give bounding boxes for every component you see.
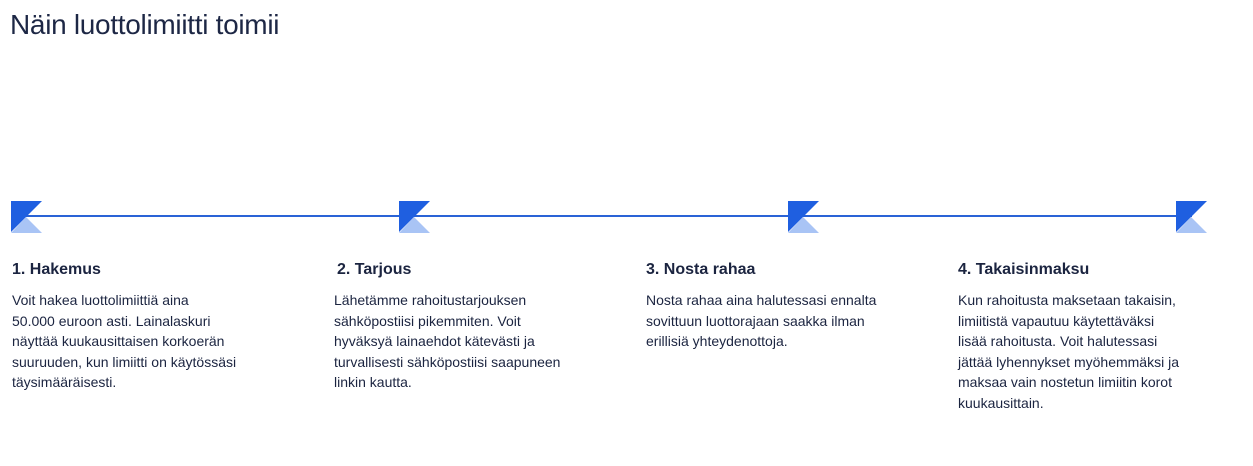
- page-title: Näin luottolimiitti toimii: [10, 9, 280, 40]
- step-marker-1-icon: [11, 201, 42, 233]
- step-4-title: 4. Takaisinmaksu: [958, 261, 1090, 278]
- step-marker-3-icon: [788, 201, 819, 233]
- timeline-line: [26, 215, 1192, 217]
- step-2-description: Lähetämme rahoitustarjouksen sähköpostiisi pikemmiten. Voit hyväksyä lainaehdot kätevästi ja turvallisesti sähköpostiisi saapuneen linkin kautta.: [334, 292, 561, 391]
- step-1-description: Voit hakea luottolimiittiä aina 50.000 euroon asti. Lainalaskuri näyttää kuukausittaisen korkoerän suuruuden, kun limiitti on käytössäsi täysimääräisesti.: [12, 292, 237, 391]
- step-4-description: Kun rahoitusta maksetaan takaisin, limiitistä vapautuu käytettäväksi lisää rahoitusta. Voit halutessasi jättää lyhennykset myöhemmäksi ja maksaa vain nostetun limiitin korot kuukausittain.: [958, 292, 1179, 411]
- step-3-description: Nosta rahaa aina halutessasi ennalta sovittuun luottorajaan saakka ilman erillisiä yhteydenottoja.: [646, 292, 877, 350]
- step-marker-2-icon: [399, 201, 430, 233]
- step-2-title: 2. Tarjous: [337, 261, 412, 278]
- step-1-title: 1. Hakemus: [12, 261, 101, 278]
- step-3-title: 3. Nosta rahaa: [646, 261, 756, 278]
- step-marker-4-icon: [1176, 201, 1207, 233]
